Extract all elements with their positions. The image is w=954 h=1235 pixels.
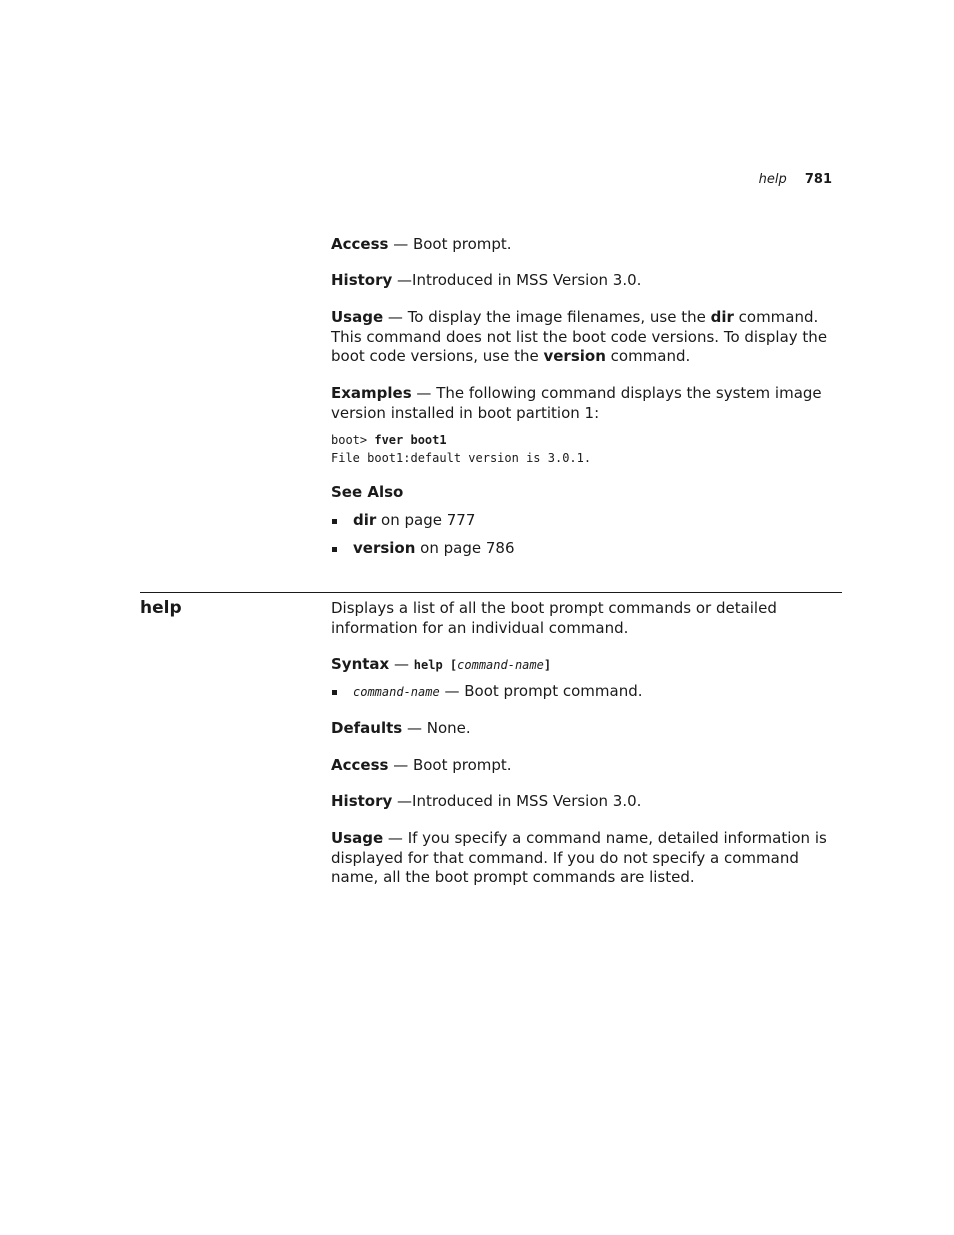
see-also-page: on page 786 xyxy=(415,538,515,557)
see-also-page: on page 777 xyxy=(376,511,476,529)
syntax-dash: — xyxy=(389,655,414,673)
history-text: —Introduced in MSS Version 3.0. xyxy=(392,271,642,289)
section-divider xyxy=(140,592,842,593)
fver-examples xyxy=(331,384,843,423)
page-header xyxy=(759,172,832,187)
param-name: command-name xyxy=(353,685,440,699)
param-desc: — Boot prompt command. xyxy=(439,682,643,700)
running-title: help xyxy=(758,172,787,187)
fver-history xyxy=(331,271,843,291)
access-text: — Boot prompt. xyxy=(388,756,512,774)
syntax-command: help xyxy=(413,658,450,672)
examples-text: — The following command displays the system image version installed in boot partition 1: xyxy=(331,384,822,422)
usage-label: Usage xyxy=(331,829,384,847)
code-prompt: boot> xyxy=(331,433,375,447)
see-also-cmd: version xyxy=(353,538,416,557)
code-example xyxy=(331,431,843,467)
usage-cmd-version: version xyxy=(543,347,606,365)
help-syntax xyxy=(331,655,843,675)
history-label: History xyxy=(331,271,393,289)
help-history xyxy=(331,792,843,812)
usage-text-pre: — To display the image filenames, use the xyxy=(383,308,711,326)
usage-text: — If you specify a command name, detailed information is displayed for that command. If you do not specify a command name, all the boot prompt commands are listed. xyxy=(331,829,827,886)
help-param-list xyxy=(331,682,843,702)
see-also-list xyxy=(331,511,843,558)
page-number: 781 xyxy=(804,172,832,187)
access-label: Access xyxy=(331,756,389,774)
help-usage xyxy=(331,829,843,888)
see-also xyxy=(331,483,843,503)
usage-text-mid: command. This command does not list the boot code versions. To display the boot code versions, use the xyxy=(331,308,828,365)
defaults-label: Defaults xyxy=(331,719,403,737)
code-line-output: File boot1:default version is 3.0.1. xyxy=(331,451,592,465)
usage-cmd-dir: dir xyxy=(710,308,734,326)
syntax-param: command-name xyxy=(457,658,544,672)
code-line-command xyxy=(331,431,843,449)
fver-usage xyxy=(331,308,843,367)
code-command: fver boot1 xyxy=(374,433,447,447)
description-text: Displays a list of all the boot prompt commands or detailed information for an individual command. xyxy=(331,599,777,637)
syntax-open-bracket: [ xyxy=(449,658,458,672)
see-also-cmd: dir xyxy=(353,511,377,529)
syntax-label: Syntax xyxy=(331,655,390,673)
history-label: History xyxy=(331,792,393,810)
param-item xyxy=(331,682,843,702)
access-text: — Boot prompt. xyxy=(388,235,512,253)
see-also-item[interactable] xyxy=(331,539,843,559)
see-also-heading: See Also xyxy=(331,483,404,501)
access-label: Access xyxy=(331,235,389,253)
see-also-item[interactable] xyxy=(331,511,843,531)
defaults-text: — None. xyxy=(402,719,471,737)
help-access xyxy=(331,756,843,776)
history-text: —Introduced in MSS Version 3.0. xyxy=(392,792,642,810)
section-title: help xyxy=(140,598,182,618)
syntax-close-bracket: ] xyxy=(543,658,552,672)
fver-access xyxy=(331,235,843,255)
help-description xyxy=(331,599,843,638)
help-defaults xyxy=(331,719,843,739)
usage-text-post: command. xyxy=(605,347,691,365)
usage-label: Usage xyxy=(331,308,384,326)
examples-label: Examples xyxy=(331,384,412,402)
